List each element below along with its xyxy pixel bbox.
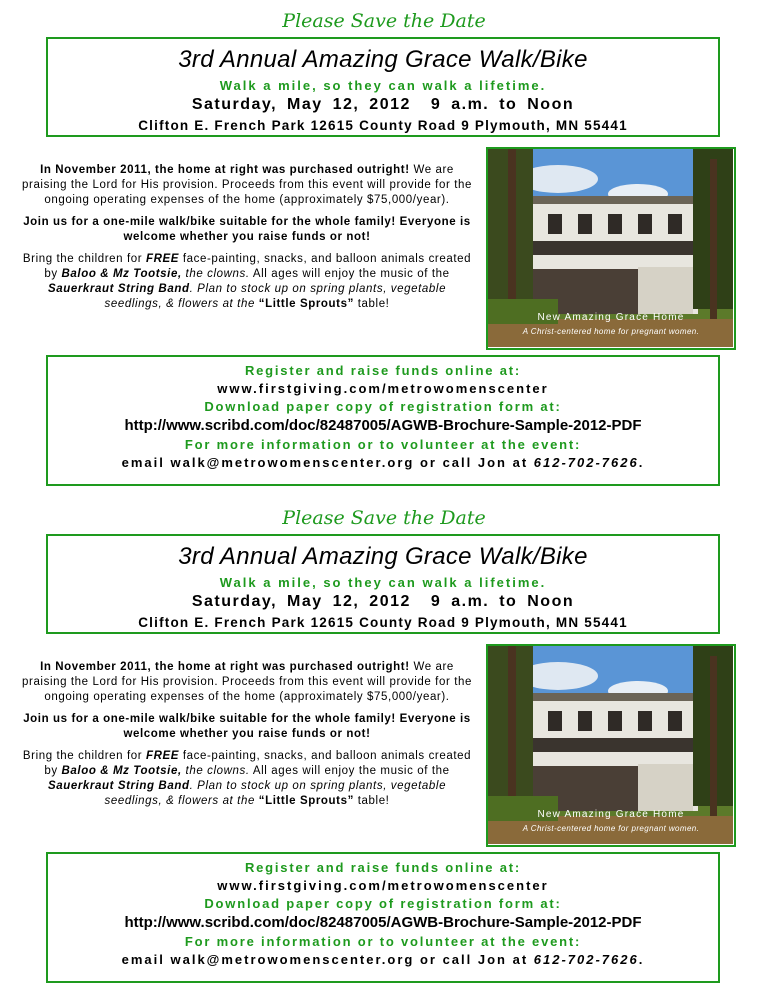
photo-subcaption: A Christ-centered home for pregnant women.: [522, 327, 700, 336]
home-photo: [486, 644, 736, 847]
contact-phone: 612-702-7626: [533, 455, 639, 470]
purchase-headline: In November 2011, the home at right was purchased outright!: [40, 164, 410, 176]
event-slogan: Walk a mile, so they can walk a lifetime.: [219, 575, 547, 590]
activities-text-d: All ages will enjoy the music of the: [249, 765, 450, 777]
photo-caption: New Amazing Grace Home: [537, 312, 685, 323]
contact-line: [48, 455, 718, 470]
activities-text-a: Bring the children for: [22, 253, 146, 265]
paragraph-join: Join us for a one-mile walk/bike suitable for the whole family! Everyone is welcome whether you raise funds or not!: [23, 713, 471, 740]
event-description: [18, 660, 476, 816]
free-label: FREE: [145, 253, 180, 265]
activities-text-e: . Plan to stock up on spring plants, vegetable seedlings, & flowers at the: [104, 283, 447, 310]
paragraph-activities: [18, 252, 476, 312]
clowns-names: Baloo & Mz Tootsie,: [61, 765, 182, 777]
register-url-link[interactable]: www.firstgiving.com/metrowomenscenter: [217, 878, 549, 893]
contact-email-text[interactable]: email walk@metrowomenscenter.org or call Jon at: [121, 455, 534, 470]
contact-end: .: [638, 952, 645, 967]
free-label: FREE: [145, 750, 180, 762]
band-name: Sauerkraut String Band: [47, 780, 190, 792]
event-date-line: [48, 593, 718, 611]
download-label: Download paper copy of registration form at:: [204, 896, 562, 911]
event-date: Saturday, May 12, 2012: [191, 96, 411, 113]
contact-end: .: [638, 455, 645, 470]
contact-email-text[interactable]: email walk@metrowomenscenter.org or call Jon at: [121, 952, 534, 967]
event-time: 9 a.m. to Noon: [430, 96, 575, 113]
photo-subcaption: A Christ-centered home for pregnant women.: [522, 824, 700, 833]
purchase-details: We are praising the Lord for His provision. Proceeds from this event will provide for the ongoing operating expenses of the home (approximately $75,000/year).: [22, 661, 472, 703]
activities-text-a: Bring the children for: [22, 750, 146, 762]
paragraph-activities: [18, 749, 476, 809]
contact-phone: 612-702-7626: [533, 952, 639, 967]
registration-box: [46, 355, 720, 486]
activities-text-e: . Plan to stock up on spring plants, vegetable seedlings, & flowers at the: [104, 780, 447, 807]
event-slogan: Walk a mile, so they can walk a lifetime.: [219, 78, 547, 93]
register-label: Register and raise funds online at:: [244, 860, 522, 875]
event-header-box: [46, 37, 720, 137]
little-sprouts-table: “Little Sprouts”: [258, 298, 354, 310]
event-header-box: [46, 534, 720, 634]
registration-box: [46, 852, 720, 983]
activities-text-c: the clowns.: [181, 765, 250, 777]
paragraph-join: Join us for a one-mile walk/bike suitable for the whole family! Everyone is welcome whether you raise funds or not!: [23, 216, 471, 243]
flyer-bottom: [0, 497, 768, 994]
activities-text-f: table!: [353, 795, 390, 807]
band-name: Sauerkraut String Band: [47, 283, 190, 295]
activities-text-d: All ages will enjoy the music of the: [249, 268, 450, 280]
purchase-details: We are praising the Lord for His provision. Proceeds from this event will provide for the ongoing operating expenses of the home (approximately $75,000/year).: [22, 164, 472, 206]
register-label: Register and raise funds online at:: [244, 363, 522, 378]
event-location: Clifton E. French Park 12615 County Road 9 Plymouth, MN 55441: [138, 615, 628, 630]
home-photo: [486, 147, 736, 350]
download-url-link[interactable]: http://www.scribd.com/doc/82487005/AGWB-Brochure-Sample-2012-PDF: [124, 914, 642, 931]
download-label: Download paper copy of registration form at:: [204, 399, 562, 414]
event-time: 9 a.m. to Noon: [430, 593, 575, 610]
paragraph-purchase: [18, 163, 476, 208]
save-the-date-heading: Please Save the Date: [282, 10, 486, 32]
download-url-link[interactable]: http://www.scribd.com/doc/82487005/AGWB-Brochure-Sample-2012-PDF: [124, 417, 642, 434]
little-sprouts-table: “Little Sprouts”: [258, 795, 354, 807]
info-label: For more information or to volunteer at the event:: [184, 934, 582, 949]
event-title: 3rd Annual Amazing Grace Walk/Bike: [178, 46, 588, 73]
activities-text-c: the clowns.: [181, 268, 250, 280]
activities-text-f: table!: [353, 298, 390, 310]
paragraph-purchase: [18, 660, 476, 705]
clowns-names: Baloo & Mz Tootsie,: [61, 268, 182, 280]
activities-text-b: face-painting, snacks, and balloon animals created by: [44, 750, 472, 777]
save-the-date-heading: Please Save the Date: [282, 507, 486, 529]
photo-caption: New Amazing Grace Home: [537, 809, 685, 820]
purchase-headline: In November 2011, the home at right was purchased outright!: [40, 661, 410, 673]
activities-text-b: face-painting, snacks, and balloon animals created by: [44, 253, 472, 280]
info-label: For more information or to volunteer at the event:: [184, 437, 582, 452]
event-location: Clifton E. French Park 12615 County Road 9 Plymouth, MN 55441: [138, 118, 628, 133]
event-description: [18, 163, 476, 319]
event-date: Saturday, May 12, 2012: [191, 593, 411, 610]
contact-line: [48, 952, 718, 967]
event-date-line: [48, 96, 718, 114]
register-url-link[interactable]: www.firstgiving.com/metrowomenscenter: [217, 381, 549, 396]
event-title: 3rd Annual Amazing Grace Walk/Bike: [178, 543, 588, 570]
